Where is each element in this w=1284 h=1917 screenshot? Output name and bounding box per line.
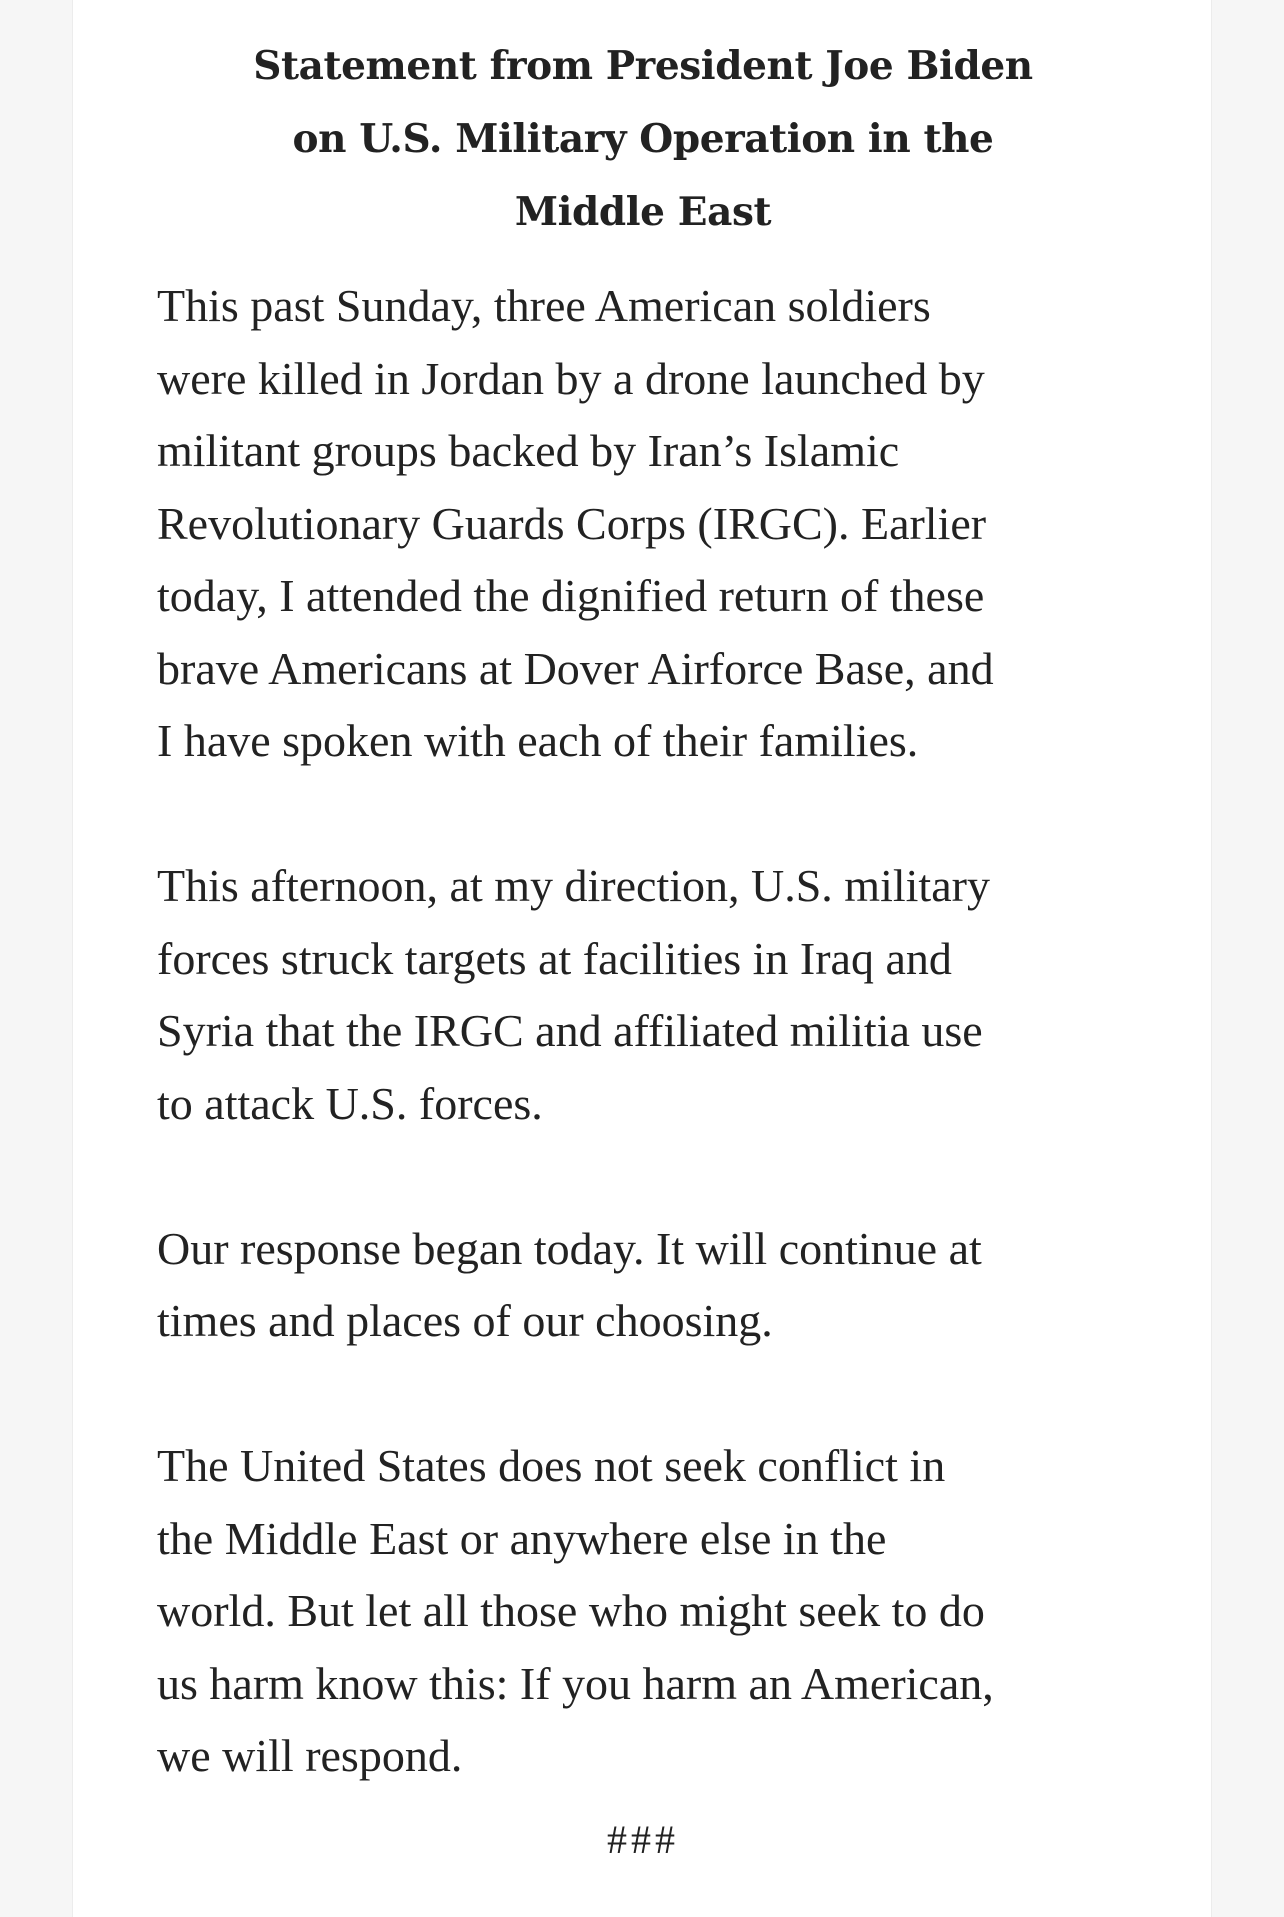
statement-body	[157, 270, 1157, 1793]
paragraph-1: This past Sunday, three American soldiers were killed in Jordan by a drone launched by militant groups backed by Iran’s Islamic Revolutionary Guards Corps (IRGC). Earlier today, I attended the dignified return of these brave Americans at Dover Airforce Base, and I have spoken with each of their families.	[157, 280, 994, 766]
statement-title: Statement from President Joe Biden on U.S. Military Operation in the Middle East	[253, 43, 1033, 235]
paragraph-2: This afternoon, at my direction, U.S. military forces struck targets at facilities in Iraq and Syria that the IRGC and affiliated militia use to attack U.S. forces.	[157, 860, 990, 1129]
paragraph-4: The United States does not seek conflict in the Middle East or anywhere else in the world. But let all those who might seek to do us harm know this: If you harm an American, we will respond.	[157, 1440, 994, 1781]
end-mark: ###	[607, 1817, 679, 1862]
paragraph-3: Our response began today. It will continue at times and places of our choosing.	[157, 1222, 982, 1346]
document-page	[72, 0, 1212, 1917]
